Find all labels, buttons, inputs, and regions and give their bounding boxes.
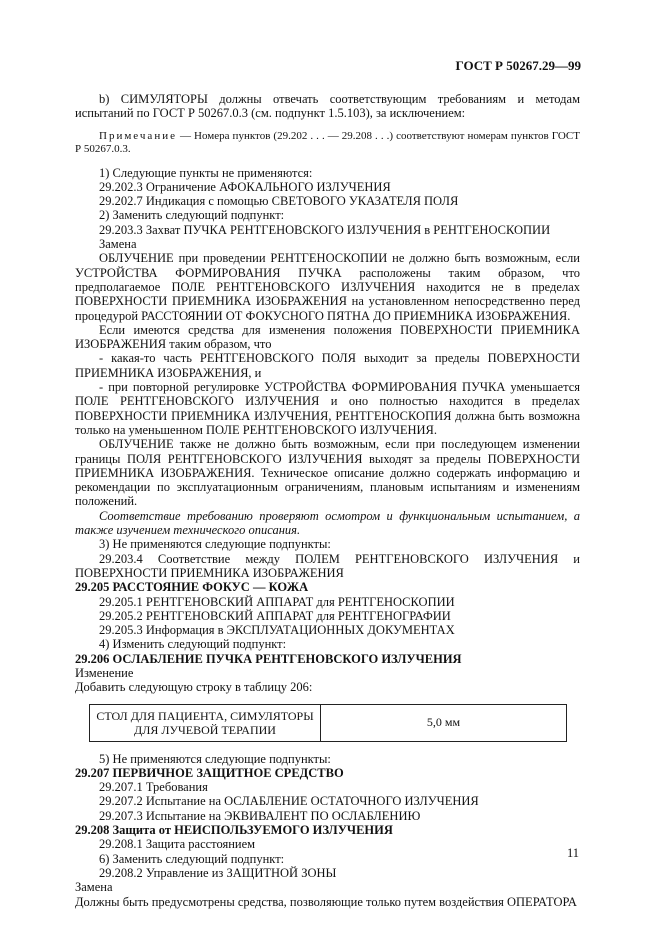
list-line: 29.202.3 Ограничение АФОКАЛЬНОГО ИЗЛУЧЕНИЯ [99, 179, 391, 194]
page-number: 11 [566, 846, 579, 860]
note [75, 130, 580, 157]
list-line: Замена [75, 880, 113, 895]
list-line: 29.205.2 РЕНТГЕНОВСКИЙ АППАРАТ для РЕНТГЕНОГРАФИИ [99, 608, 451, 623]
list-line: 29.207.1 Требования [99, 780, 208, 795]
list-line: Должны быть предусмотрены средства, позволяющие только путем воздействия ОПЕРАТОРА [75, 894, 577, 909]
document-header: ГОСТ Р 50267.29—99 [455, 58, 581, 73]
list-line: 29.202.7 Индикация с помощью СВЕТОВОГО УКАЗАТЕЛЯ ПОЛЯ [99, 194, 459, 209]
list-line: 5) Не применяются следующие подпункты: [99, 751, 331, 766]
list-line: 29.203.3 Захват ПУЧКА РЕНТГЕНОВСКОГО ИЗЛУЧЕНИЯ в РЕНТГЕНОСКОПИИ [99, 222, 551, 237]
list-line: 29.207.2 Испытание на ОСЛАБЛЕНИЕ ОСТАТОЧНОГО ИЗЛУЧЕНИЯ [99, 794, 479, 809]
paragraph: - при повторной регулировке УСТРОЙСТВА ФОРМИРОВАНИЯ ПУЧКА уменьшается ПОЛЕ РЕНТГЕНОВСКОГО ИЗЛУЧЕНИЯ и оно полностью находится в пределах ПОВЕРХНОСТИ ПРИЕМНИКА ИЗЛУЧЕНИЯ, РЕНТГЕНОСКОПИЯ должна быть возможна только на уменьшенном ПОЛЕ РЕНТГЕНОВСКОГО ИЗЛУЧЕНИЯ. [75, 380, 580, 437]
note-label: Примечание [99, 129, 177, 142]
paragraph: 29.203.4 Соответствие между ПОЛЕМ РЕНТГЕНОВСКОГО ИЗЛУЧЕНИЯ и ПОВЕРХНОСТИ ПРИЕМНИКА ИЗОБРАЖЕНИЯ [75, 551, 580, 580]
list-line: 1) Следующие пункты не применяются: [99, 165, 313, 180]
paragraph: ОБЛУЧЕНИЕ также не должно быть возможным, если при последующем изменении границы ПОЛЯ РЕНТГЕНОВСКОГО ИЗЛУЧЕНИЯ выходят за пределы ПОВЕРХНОСТИ ПРИЕМНИКА ИЗОБРАЖЕНИЯ. Техническое описание должно содержать информацию и рекомендации по эксплуатационным ограничениям, плановым испытаниям и изменениям положений. [75, 437, 580, 509]
section-heading: 29.207 ПЕРВИЧНОЕ ЗАЩИТНОЕ СРЕДСТВО [75, 765, 344, 780]
paragraph-simulators: b) СИМУЛЯТОРЫ должны отвечать соответствующим требованиям и методам испытаний по ГОСТ Р 50267.0.3 (см. подпункт 1.5.103), за исключением: [75, 92, 580, 121]
list-line: 29.207.3 Испытание на ЭКВИВАЛЕНТ ПО ОСЛАБЛЕНИЮ [99, 808, 421, 823]
table-row [90, 704, 567, 741]
list-line: 29.208.2 Управление из ЗАЩИТНОЙ ЗОНЫ [99, 865, 337, 880]
table-206-row [89, 704, 567, 742]
section-heading: 29.206 ОСЛАБЛЕНИЕ ПУЧКА РЕНТГЕНОВСКОГО ИЗЛУЧЕНИЯ [75, 651, 462, 666]
paragraph: Если имеются средства для изменения положения ПОВЕРХНОСТИ ПРИЕМНИКА ИЗОБРАЖЕНИЯ таким образом, что [75, 322, 580, 352]
list-line: 29.208.1 Защита расстоянием [99, 837, 256, 852]
list-line: 3) Не применяются следующие подпункты: [99, 537, 331, 552]
section-heading: 29.205 РАССТОЯНИЕ ФОКУС — КОЖА [75, 580, 309, 595]
note-text: — Номера пунктов (29.202 . . . — 29.208 . . .) соответствуют номерам пунктов ГОСТ Р 50267.0.3. [75, 129, 580, 156]
paragraph: - какая-то часть РЕНТГЕНОВСКОГО ПОЛЯ выходит за пределы ПОВЕРХНОСТИ ПРИЕМНИКА ИЗОБРАЖЕНИЯ, и [75, 351, 580, 380]
list-line: 4) Изменить следующий подпункт: [99, 637, 287, 652]
list-line: Добавить следующую строку в таблицу 206: [75, 680, 313, 695]
list-line: Замена [99, 237, 137, 252]
document-body [75, 92, 580, 909]
section-heading: 29.208 Защита от НЕИСПОЛЬЗУЕМОГО ИЗЛУЧЕНИЯ [75, 823, 393, 838]
paragraph: ОБЛУЧЕНИЕ при проведении РЕНТГЕНОСКОПИИ не должно быть возможным, если УСТРОЙСТВА ФОРМИРОВАНИЯ ПУЧКА расположены таким образом, что предполагаемое ПОЛЕ РЕНТГЕНОВСКОГО ИЗЛУЧЕНИЯ находится не в пределах ПОВЕРХНОСТИ ПРИЕМНИКА ИЗОБРАЖЕНИЯ на установленном непосредственно перед процедурой РАССТОЯНИИ ОТ ФОКУСНОГО ПЯТНА ДО ПРИЕМНИКА ИЗОБРАЖЕНИЯ. [75, 251, 580, 323]
list-line: 29.205.3 Информация в ЭКСПЛУАТАЦИОННЫХ ДОКУМЕНТАХ [99, 623, 455, 638]
list-line: Изменение [75, 665, 134, 680]
list-line: 29.205.1 РЕНТГЕНОВСКИЙ АППАРАТ для РЕНТГЕНОСКОПИИ [99, 594, 455, 609]
list-line: 2) Заменить следующий подпункт: [99, 208, 285, 223]
list-line: 6) Заменить следующий подпункт: [99, 851, 285, 866]
compliance-note: Соответствие требованию проверяют осмотром и функциональным испытанием, а также изучением технического описания. [75, 508, 580, 538]
table-cell-item: СТОЛ ДЛЯ ПАЦИЕНТА, СИМУЛЯТОРЫ ДЛЯ ЛУЧЕВОЙ ТЕРАПИИ [90, 704, 321, 741]
table-cell-value: 5,0 мм [321, 704, 567, 741]
